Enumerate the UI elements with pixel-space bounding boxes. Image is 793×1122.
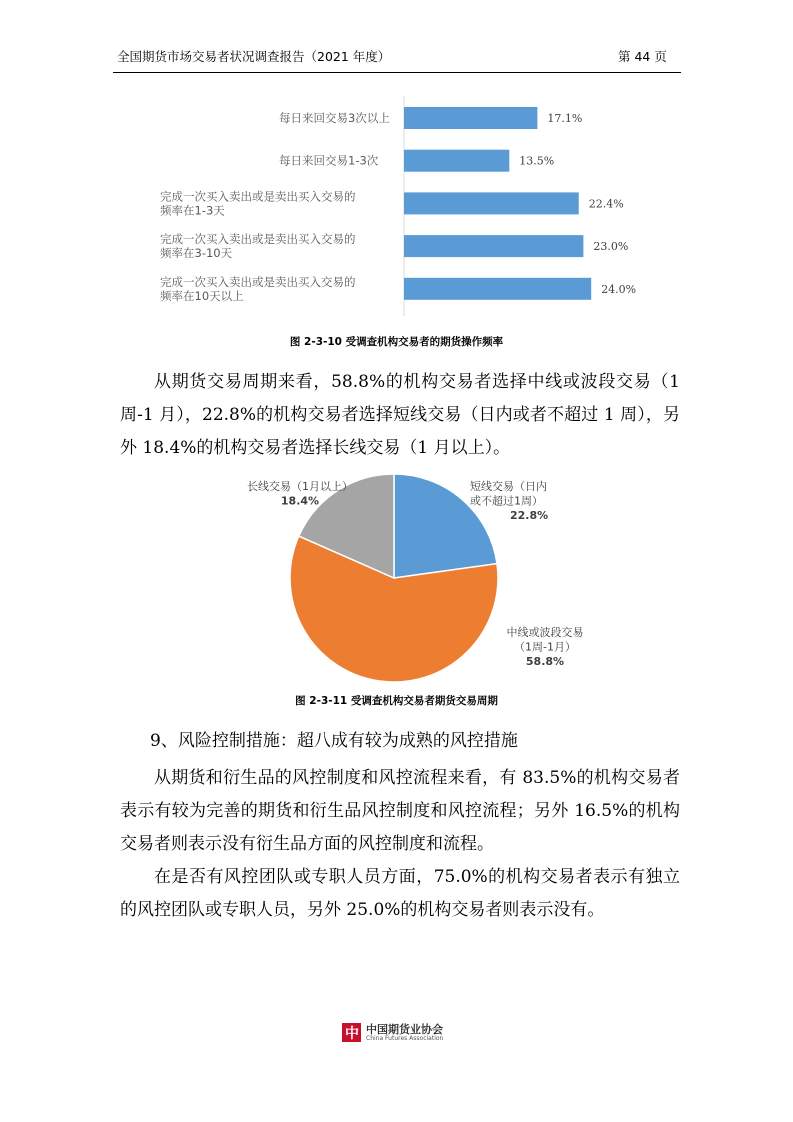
bar-value-label: 22.4% [588,197,624,211]
paragraph-trading-cycle: 从期货交易周期来看，58.8%的机构交易者选择中线或波段交易（1 周-1 月），22.8%的机构交易者选择短线交易（日内或者不超过 1 周），另外 18.4%的机构交易者选择长线交易（1 月以上）。 [120,372,680,458]
cfa-logo-icon: 中 [342,1023,361,1042]
bar-category-label: 每日来回交易1-3次 [279,153,379,168]
header-divider [113,72,681,73]
bar [404,235,583,257]
header-title: 全国期货市场交易者状况调查报告（2021 年度） [117,49,391,64]
bar-value-label: 17.1% [547,112,583,125]
footer-logo [342,1021,462,1045]
bar-category-label: 每日来回交易3次以上 [279,111,390,125]
frequency-bar-chart [0,90,793,320]
bar-value-label: 23.0% [593,240,629,254]
pie-slice-label: 中线或波段交易（1周-1月） 58.8% [506,626,584,668]
figure1-caption: 图 2-3-10 受调查机构交易者的期货操作频率 [289,336,504,348]
bar-value-label: 13.5% [519,154,555,168]
bar [404,107,537,129]
bar-category-label: 完成一次买入卖出或是卖出买入交易的频率在10天以上 [160,274,356,303]
footer-org-name: 中国期货业协会 [366,1023,443,1036]
bar [404,192,579,214]
bar-category-label: 完成一次买入卖出或是卖出买入交易的频率在3-10天 [160,232,356,261]
bar-category-label: 完成一次买入卖出或是卖出买入交易的频率在1-3天 [160,189,356,218]
pie-slice-label: 长线交易（1月以上） 18.4% [247,480,353,508]
pie-slice-label: 短线交易（日内或不超过1周） 22.8% [470,480,549,522]
paragraph-risk-system: 从期货和衍生品的风控制度和风控流程来看，有 83.5%的机构交易者表示有较为完善的期货和衍生品风控制度和风控流程；另外 16.5%的机构交易者则表示没有衍生品方面的风控制度和流程。 [120,768,680,854]
trading-cycle-pie-chart [0,466,793,686]
footer-org-name-en: China Futures Association [366,1035,444,1042]
paragraph-risk-team: 在是否有风控团队或专职人员方面，75.0%的机构交易者表示有独立的风控团队或专职人员，另外 25.0%的机构交易者则表示没有。 [120,867,680,920]
bar-value-label: 24.0% [601,282,637,296]
section-heading-risk-control: 9、风险控制措施：超八成有较为成熟的风控措施 [150,731,518,751]
bar [404,150,509,172]
page-number: 第 44 页 [618,49,667,64]
figure2-caption: 图 2-3-11 受调查机构交易者期货交易周期 [295,695,498,707]
bar [404,278,591,300]
